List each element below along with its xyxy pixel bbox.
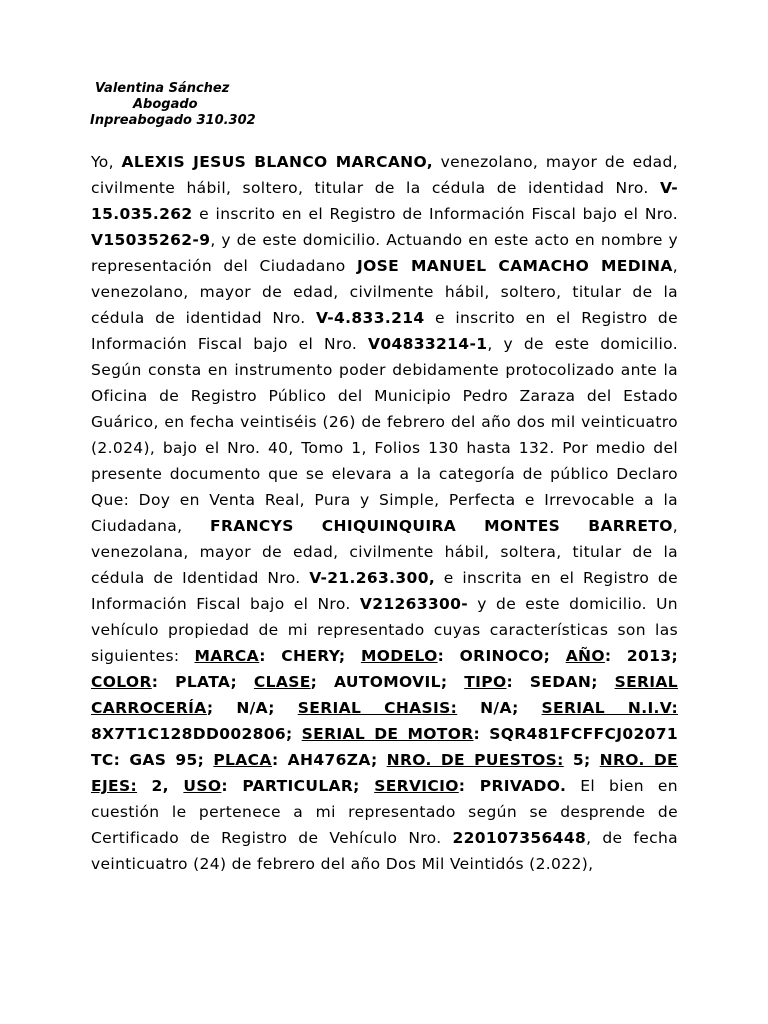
- vehicle-field-label: MARCA: [194, 647, 260, 665]
- vehicle-field-value: : SQR481FCFFCJ02071 TC: GAS 95;: [91, 725, 678, 769]
- seller-id-number: V-15.035.262: [91, 179, 678, 223]
- seller-name: ALEXIS JESUS BLANCO MARCANO,: [121, 153, 433, 171]
- body-text-segment: , y de este domicilio. Actuando en este acto en nombre y representación del Ciudadano: [91, 231, 678, 275]
- registration-certificate-number: 220107356448: [452, 829, 587, 847]
- vehicle-field-label: SERIAL N.I.V:: [541, 699, 678, 717]
- lawyer-registration: Inpreabogado 310.302: [90, 113, 256, 128]
- vehicle-field-value: : ORINOCO;: [437, 647, 566, 665]
- body-text-segment: , venezolana, mayor de edad, civilmente hábil, soltera, titular de la cédula de Identidad Nro.: [91, 517, 678, 587]
- vehicle-field-label: PLACA: [213, 751, 272, 769]
- vehicle-field-value: N/A;: [457, 699, 542, 717]
- vehicle-field-label: NRO. DE PUESTOS:: [386, 751, 564, 769]
- vehicle-details: [91, 647, 678, 795]
- vehicle-field-label: AÑO: [565, 647, 605, 665]
- buyer-rif: V21263300-: [359, 595, 469, 613]
- vehicle-field-label: SERIAL DE MOTOR: [301, 725, 474, 743]
- body-text-segment: e inscrita en el Registro de Información Fiscal bajo el Nro.: [91, 569, 679, 613]
- represented-name: JOSE MANUEL CAMACHO MEDINA: [357, 257, 673, 275]
- vehicle-field-value: 8X7T1C128DD002806;: [91, 725, 302, 743]
- body-text-segment: , venezolano, mayor de edad, civilmente hábil, soltero, titular de la cédula de identidad Nro.: [91, 257, 678, 327]
- vehicle-field-value: : SEDAN;: [506, 673, 615, 691]
- letterhead: [90, 81, 256, 129]
- vehicle-field-value: 2,: [137, 777, 184, 795]
- buyer-id-number: V-21.263.300,: [309, 569, 436, 587]
- vehicle-field-label: MODELO: [360, 647, 438, 665]
- vehicle-field-value: 5;: [563, 751, 600, 769]
- body-text-segment: , y de este domicilio. Según consta en instrumento poder debidamente protocolizado ante la Oficina de Registro Público del Municipio Pedro Zaraza del Estado Guárico, en fecha veintiséis (26) de febrero del año dos mil veinticuatro (2.024), bajo el Nro. 40, Tomo 1, Folios 130 hasta 132. Por medio del presente documento que se elevara a la categoría de público Declaro Que: Doy en Venta Real, Pura y Simple, Perfecta e Irrevocable a la Ciudadana,: [91, 335, 678, 535]
- seller-rif: V15035262-9: [91, 231, 211, 249]
- vehicle-field-value: : AH476ZA;: [272, 751, 387, 769]
- lawyer-name: Valentina Sánchez: [95, 81, 230, 96]
- body-text-segment: e inscrito en el Registro de Información Fiscal bajo el Nro.: [91, 309, 678, 353]
- lawyer-title: Abogado: [133, 97, 198, 112]
- vehicle-field-label: SERIAL CARROCERÍA: [91, 673, 678, 717]
- vehicle-field-value: : CHERY;: [259, 647, 361, 665]
- vehicle-field-label: CLASE: [253, 673, 311, 691]
- document-body: [91, 149, 678, 877]
- body-text-segment: venezolano, mayor de edad, civilmente hábil, soltero, titular de la cédula de identidad Nro.: [91, 153, 679, 197]
- buyer-name: FRANCYS CHIQUINQUIRA MONTES BARRETO: [210, 517, 673, 535]
- vehicle-field-value: : PRIVADO.: [458, 777, 567, 795]
- body-text-segment: y de este domicilio. Un vehículo propiedad de mi representado cuyas características son las siguientes:: [91, 595, 678, 665]
- body-text-segment: El bien en cuestión le pertenece a mi representado según se desprende de Certificado de Registro de Vehículo Nro.: [91, 777, 678, 847]
- vehicle-field-label: TIPO: [464, 673, 507, 691]
- represented-rif: V04833214-1: [368, 335, 488, 353]
- vehicle-field-value: : PARTICULAR;: [221, 777, 375, 795]
- body-text-segment: e inscrito en el Registro de Información Fiscal bajo el Nro.: [192, 205, 678, 223]
- vehicle-field-value: : 2013;: [604, 647, 678, 665]
- vehicle-field-label: USO: [183, 777, 222, 795]
- body-text-segment: , de fecha veinticuatro (24) de febrero del año Dos Mil Veintidós (2.022),: [91, 829, 678, 873]
- vehicle-field-label: SERIAL CHASIS:: [297, 699, 458, 717]
- vehicle-field-value: ; N/A;: [206, 699, 298, 717]
- body-text-segment: Yo,: [91, 153, 122, 171]
- represented-id-number: V-4.833.214: [316, 309, 425, 327]
- vehicle-field-value: : PLATA;: [151, 673, 254, 691]
- vehicle-field-label: NRO. DE EJES:: [91, 751, 678, 795]
- vehicle-field-label: COLOR: [91, 673, 152, 691]
- vehicle-field-label: SERVICIO: [374, 777, 459, 795]
- vehicle-field-value: ; AUTOMOVIL;: [310, 673, 465, 691]
